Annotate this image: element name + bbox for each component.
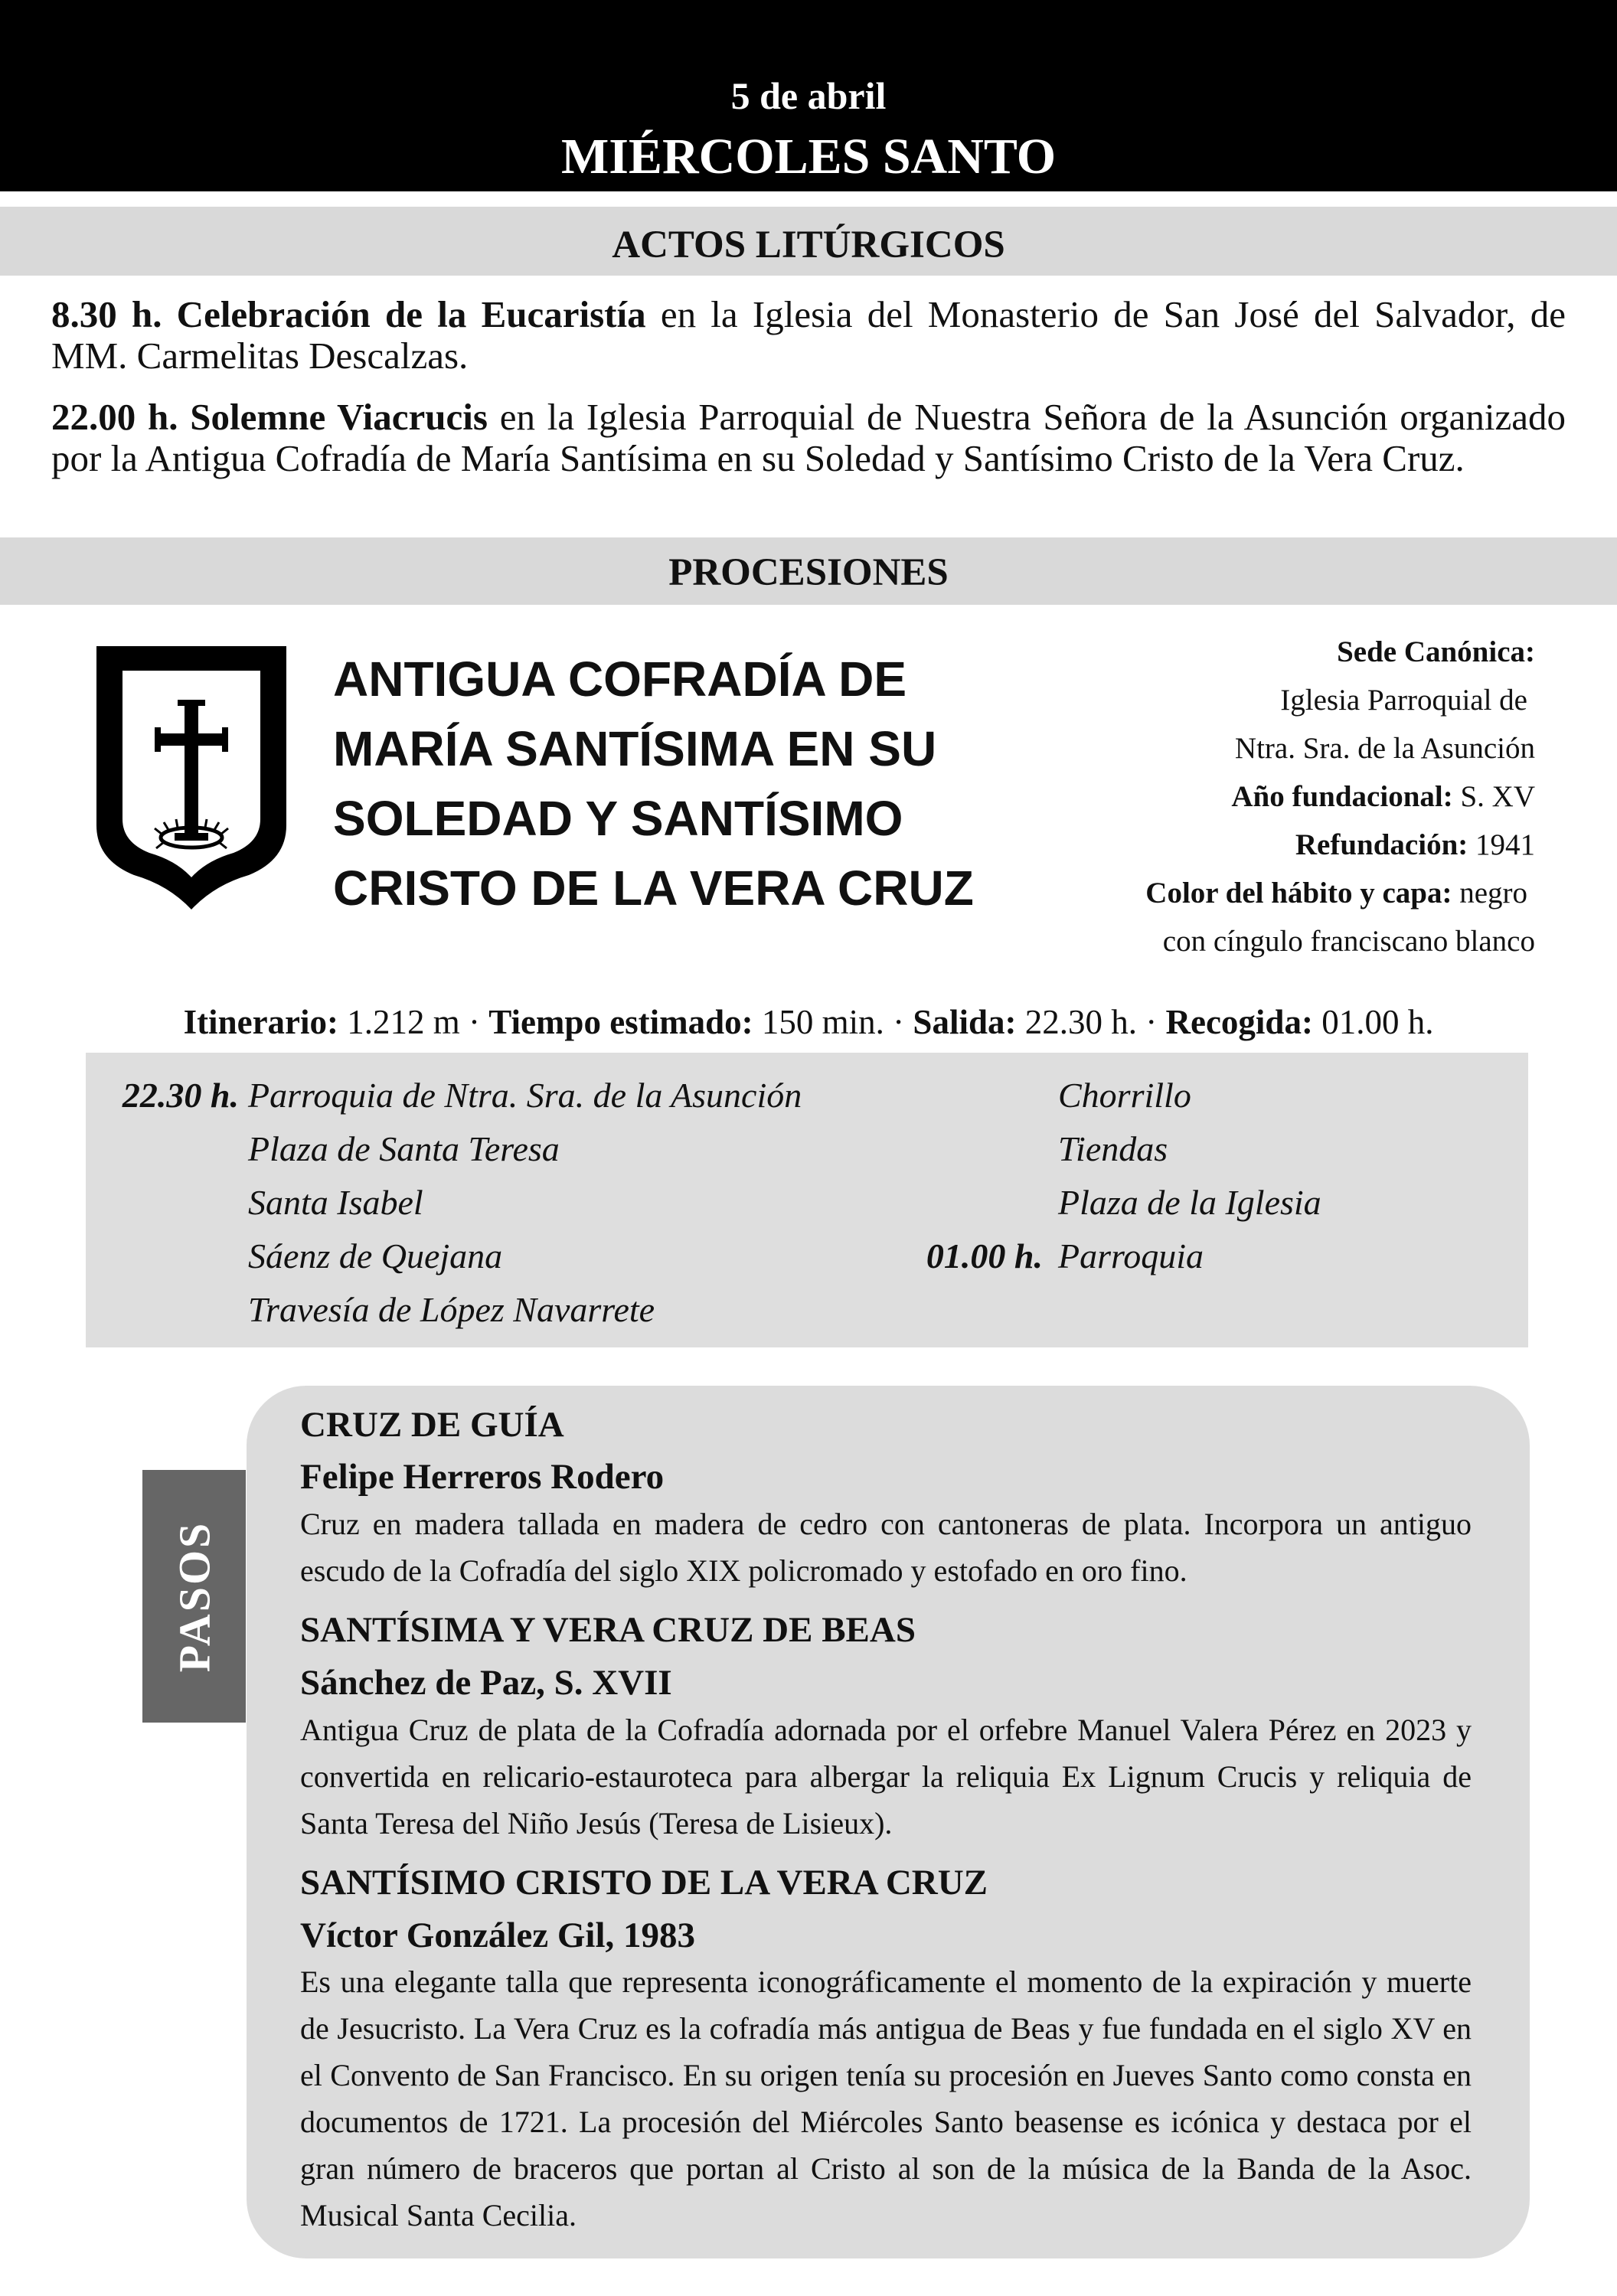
route-street: Santa Isabel — [248, 1183, 423, 1222]
itinerary-summary — [0, 999, 1617, 1045]
paso-title: CRUZ DE GUÍA — [300, 1405, 564, 1445]
habit-value: negro — [1452, 877, 1527, 910]
route-end-time: 01.00 h. — [926, 1236, 1043, 1275]
route-street: Plaza de la Iglesia — [1058, 1183, 1321, 1222]
founding-value: S. XV — [1452, 780, 1535, 813]
pasos-label — [142, 1470, 246, 1723]
return-label: Recogida: — [1165, 1003, 1313, 1041]
habit-color — [995, 869, 1535, 917]
refoundation-label: Refundación: — [1295, 828, 1468, 861]
paso-title: SANTÍSIMO CRISTO DE LA VERA CRUZ — [300, 1863, 988, 1902]
route-street: Travesía de López Navarrete — [248, 1290, 655, 1329]
paso-author: Víctor González Gil, 1983 — [300, 1916, 696, 1955]
route-street: Parroquia — [1058, 1236, 1204, 1275]
paso-author: Sánchez de Paz, S. XVII — [300, 1663, 672, 1703]
header-title: MIÉRCOLES SANTO — [560, 129, 1057, 185]
paso-author: Felipe Herreros Rodero — [300, 1457, 665, 1497]
sede-label: Sede Canónica: — [1337, 635, 1535, 668]
confraternity-title-line: CRISTO DE LA VERA CRUZ — [333, 861, 974, 916]
act-time-and-name: 8.30 h. Celebración de la Eucaristía — [51, 293, 646, 335]
route-street: Sáenz de Quejana — [248, 1236, 503, 1275]
refoundation-value: 1941 — [1468, 828, 1535, 861]
route-street: Chorrillo — [1058, 1076, 1191, 1115]
liturgical-act — [51, 294, 1566, 377]
confraternity-title-line: ANTIGUA COFRADÍA DE — [333, 652, 906, 707]
return-value: 01.00 h. — [1312, 1003, 1434, 1041]
paso-title: SANTÍSIMA Y VERA CRUZ DE BEAS — [300, 1610, 916, 1650]
time-label: Tiempo estimado: — [488, 1003, 753, 1041]
pasos-label-text: PASOS — [169, 1520, 220, 1672]
route-street: Plaza de Santa Teresa — [248, 1129, 560, 1168]
route-start-time: 22.30 h. — [122, 1076, 239, 1115]
header-date: 5 de abril — [730, 74, 887, 117]
confraternity-title — [333, 645, 1022, 923]
exit-label: Salida: — [913, 1003, 1017, 1041]
exit-value: 22.30 h. · — [1016, 1003, 1166, 1041]
act-text: en la Iglesia del Monasterio de San José del Salvador, de MM. Carmelitas Descalzas. — [51, 293, 1566, 377]
sede-line: Ntra. Sra. de la Asunción — [1234, 732, 1535, 765]
route-value: 1.212 m · — [338, 1003, 489, 1041]
route-street: Tiendas — [1058, 1129, 1168, 1168]
habit-label: Color del hábito y capa: — [1145, 877, 1452, 910]
confraternity-shield-icon — [92, 642, 291, 917]
founding-label: Año fundacional: — [1231, 780, 1453, 813]
route-box — [86, 1053, 1528, 1347]
act-text: en la Iglesia Parroquial de Nuestra Señora de la Asunción organizado por la Antigua Cofradía de María Santísima en su Soledad y Santísimo Cristo de la Vera Cruz. — [51, 396, 1566, 479]
liturgical-act — [51, 397, 1566, 479]
liturgical-acts-heading: ACTOS LITÚRGICOS — [0, 207, 1617, 276]
route-street: Parroquia de Ntra. Sra. de la Asunción — [248, 1076, 802, 1115]
confraternity-info — [995, 628, 1535, 965]
paso-description: Cruz en madera tallada en madera de cedro con cantoneras de plata. Incorpora un antiguo escudo de la Cofradía del siglo XIX policromado y estofado en oro fino. — [300, 1507, 1472, 1588]
confraternity-title-line: MARÍA SANTÍSIMA EN SU — [333, 721, 937, 776]
time-value: 150 min. · — [753, 1003, 913, 1041]
paso-description: Antigua Cruz de plata de la Cofradía adornada por el orfebre Manuel Valera Pérez en 2023 y convertida en relicario-estauroteca para albergar la reliquia Ex Lignum Crucis y reliquia de Santa Teresa del Niño Jesús (Teresa de Lisieux). — [300, 1713, 1472, 1840]
act-time-and-name: 22.00 h. Solemne Viacrucis — [51, 396, 488, 438]
founding-year — [995, 772, 1535, 821]
confraternity-title-line: SOLEDAD Y SANTÍSIMO — [333, 791, 903, 846]
refoundation — [995, 821, 1535, 869]
sede-line: Iglesia Parroquial de — [1280, 684, 1527, 717]
processions-heading: PROCESIONES — [0, 537, 1617, 605]
paso-description: Es una elegante talla que representa iconográficamente el momento de la expiración y muerte de Jesucristo. La Vera Cruz es la cofradía más antigua de Beas y fue fundada en el siglo XV en el Convento de San Francisco. En su origen tenía su procesión en Jueves Santo como consta en documentos de 1721. La procesión del Miércoles Santo beasense es icónica y destaca por el gran número de braceros que portan al Cristo al son de la música de la Banda de la Asoc. Musical Santa Cecilia. — [300, 1965, 1472, 2232]
habit-line: con cíngulo franciscano blanco — [1162, 925, 1535, 958]
route-label: Itinerario: — [183, 1003, 338, 1041]
